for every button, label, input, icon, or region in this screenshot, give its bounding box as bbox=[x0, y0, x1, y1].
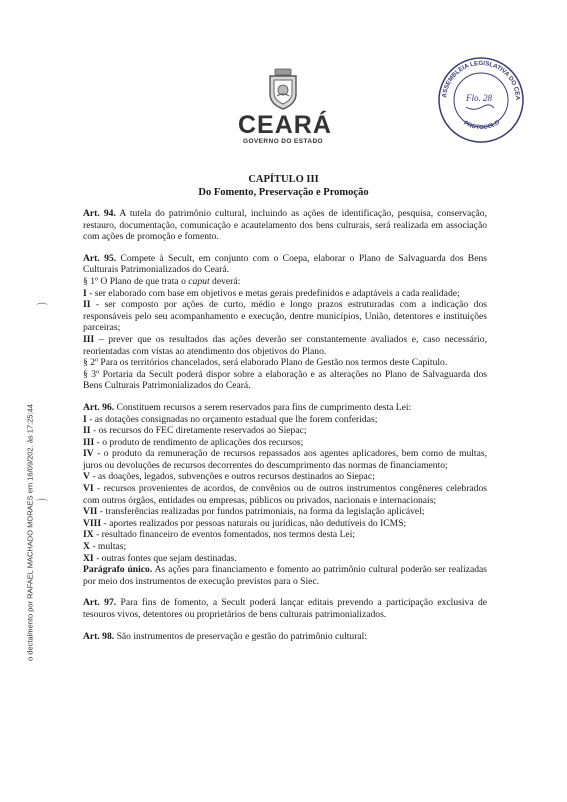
brand-subtitle: GOVERNO DO ESTADO bbox=[243, 138, 323, 145]
stamp-bottom-text: PROTOCOLO bbox=[462, 119, 501, 132]
paragraph-1: § 1º O Plano de que trata o caput deverá: bbox=[83, 275, 241, 287]
margin-tick: ⌒ bbox=[36, 302, 49, 316]
list-item: XI - outras fontes que sejam destinadas. bbox=[83, 552, 237, 564]
article-94: Art. 94. A tutela do patrimônio cultural, incluindo as ações de identificação, pesquisa, conservação, restauro, documentação, comunicação e acautelamento dos bens culturais, será realizada em associação com ações de promoção e fomento. bbox=[83, 208, 487, 243]
stamp-handwriting: Flo. 28 bbox=[466, 93, 492, 103]
list-item: I - ser elaborado com base em objetivos e metas gerais predefinidos e adaptáveis a cada realidade; bbox=[83, 287, 460, 299]
coat-of-arms-icon bbox=[266, 68, 300, 110]
sole-paragraph: Parágrafo único. As ações para financiamento e fomento ao patrimônio cultural poderão ser realizadas por meio dos instrumentos de execução previstos para o Siec. bbox=[83, 564, 487, 587]
side-authentication-text: o dectalmento por RAFAEL MACHADO MORAES em 16/09/202. às 17:25:44 bbox=[25, 404, 35, 661]
list-item: VIII - aportes realizados por pessoas naturais ou jurídicas, não dedutíveis do ICMS; bbox=[83, 517, 407, 529]
svg-text:PROTOCOLO bbox=[462, 119, 501, 131]
list-item: II - ser composto por ações de curto, médio e longo prazos estruturadas com a indicação dos responsáveis pelo seu acompanhamento e execução, dentre municípios, União, detentores e instituições parceiras; bbox=[83, 299, 487, 334]
stamp-ring-text: ASSEMBLEIA LEGISLATIVA DO CEA bbox=[441, 59, 522, 101]
brand-title: CEARÁ bbox=[238, 111, 332, 139]
list-item: III – prever que os resultados das ações deverão ser constantemente avaliados e, caso necessário, reorientadas com vistas ao atendimento dos objetivos do Plano. bbox=[83, 333, 487, 357]
list-item: X - multas; bbox=[83, 541, 127, 553]
list-item: IV - o produto da remuneração de recursos repassados aos agentes aplicadores, bem como de multas, juros ou devoluções de recursos decorrentes do descumprimento das normas de financiamento; bbox=[83, 448, 487, 471]
list-item: VI - recursos provenientes de acordos, de convênios ou de outros instrumentos congêneres celebrados com outros órgãos, entidades ou empresas, públicos ou privados, nacionais e internacionais; bbox=[83, 483, 487, 506]
chapter-title: CAPÍTULO III bbox=[248, 174, 319, 185]
list-item: II - os recursos do FEC diretamente reservados ao Siepac; bbox=[83, 425, 307, 437]
list-item: I - as dotações consignadas no orçamento estadual que lhe forem conferidas; bbox=[83, 413, 378, 425]
list-item: V - as doações, legados, subvenções e outros recursos destinados ao Siepac; bbox=[83, 471, 375, 483]
article-96: Art. 96. Constituem recursos a serem reservados para fins de cumprimento desta Lei: bbox=[83, 401, 412, 413]
paragraph-2: § 2º Para os territórios chancelados, será elaborado Plano de Gestão nos termos deste Capítulo. bbox=[83, 357, 448, 369]
margin-tick: ⌒ bbox=[36, 498, 49, 512]
list-item: IX - resultado financeiro de eventos fomentados, nos termos desta Lei; bbox=[83, 529, 356, 541]
protocol-stamp bbox=[436, 55, 526, 145]
article-97: Art. 97. Para fins de fomento, a Secult poderá lançar editais prevendo a participação exclusiva de tesouros vivos, detentores ou proprietários de bens culturais patrimonializados. bbox=[83, 597, 487, 620]
article-95: Art. 95. Compete à Secult, em conjunto com o Coepa, elaborar o Plano de Salvaguarda dos Bens Culturais Patrimonializados do Ceará. bbox=[83, 252, 487, 276]
list-item: III - o produto de rendimento de aplicações dos recursos; bbox=[83, 436, 304, 448]
chapter-subtitle: Do Fomento, Preservação e Promoção bbox=[198, 187, 369, 198]
document-body bbox=[83, 208, 487, 642]
paragraph-3: § 3º Portaria da Secult poderá dispor sobre a elaboração e as alterações no Plano de Salvaguarda dos Bens Culturais Patrimonializados do Ceará. bbox=[83, 368, 487, 392]
header-logo bbox=[238, 68, 332, 145]
list-item: VII - transferências realizadas por fundos patrimoniais, na forma da legislação aplicável; bbox=[83, 506, 425, 518]
article-98: Art. 98. São instrumentos de preservação e gestão do patrimônio cultural: bbox=[83, 630, 368, 642]
